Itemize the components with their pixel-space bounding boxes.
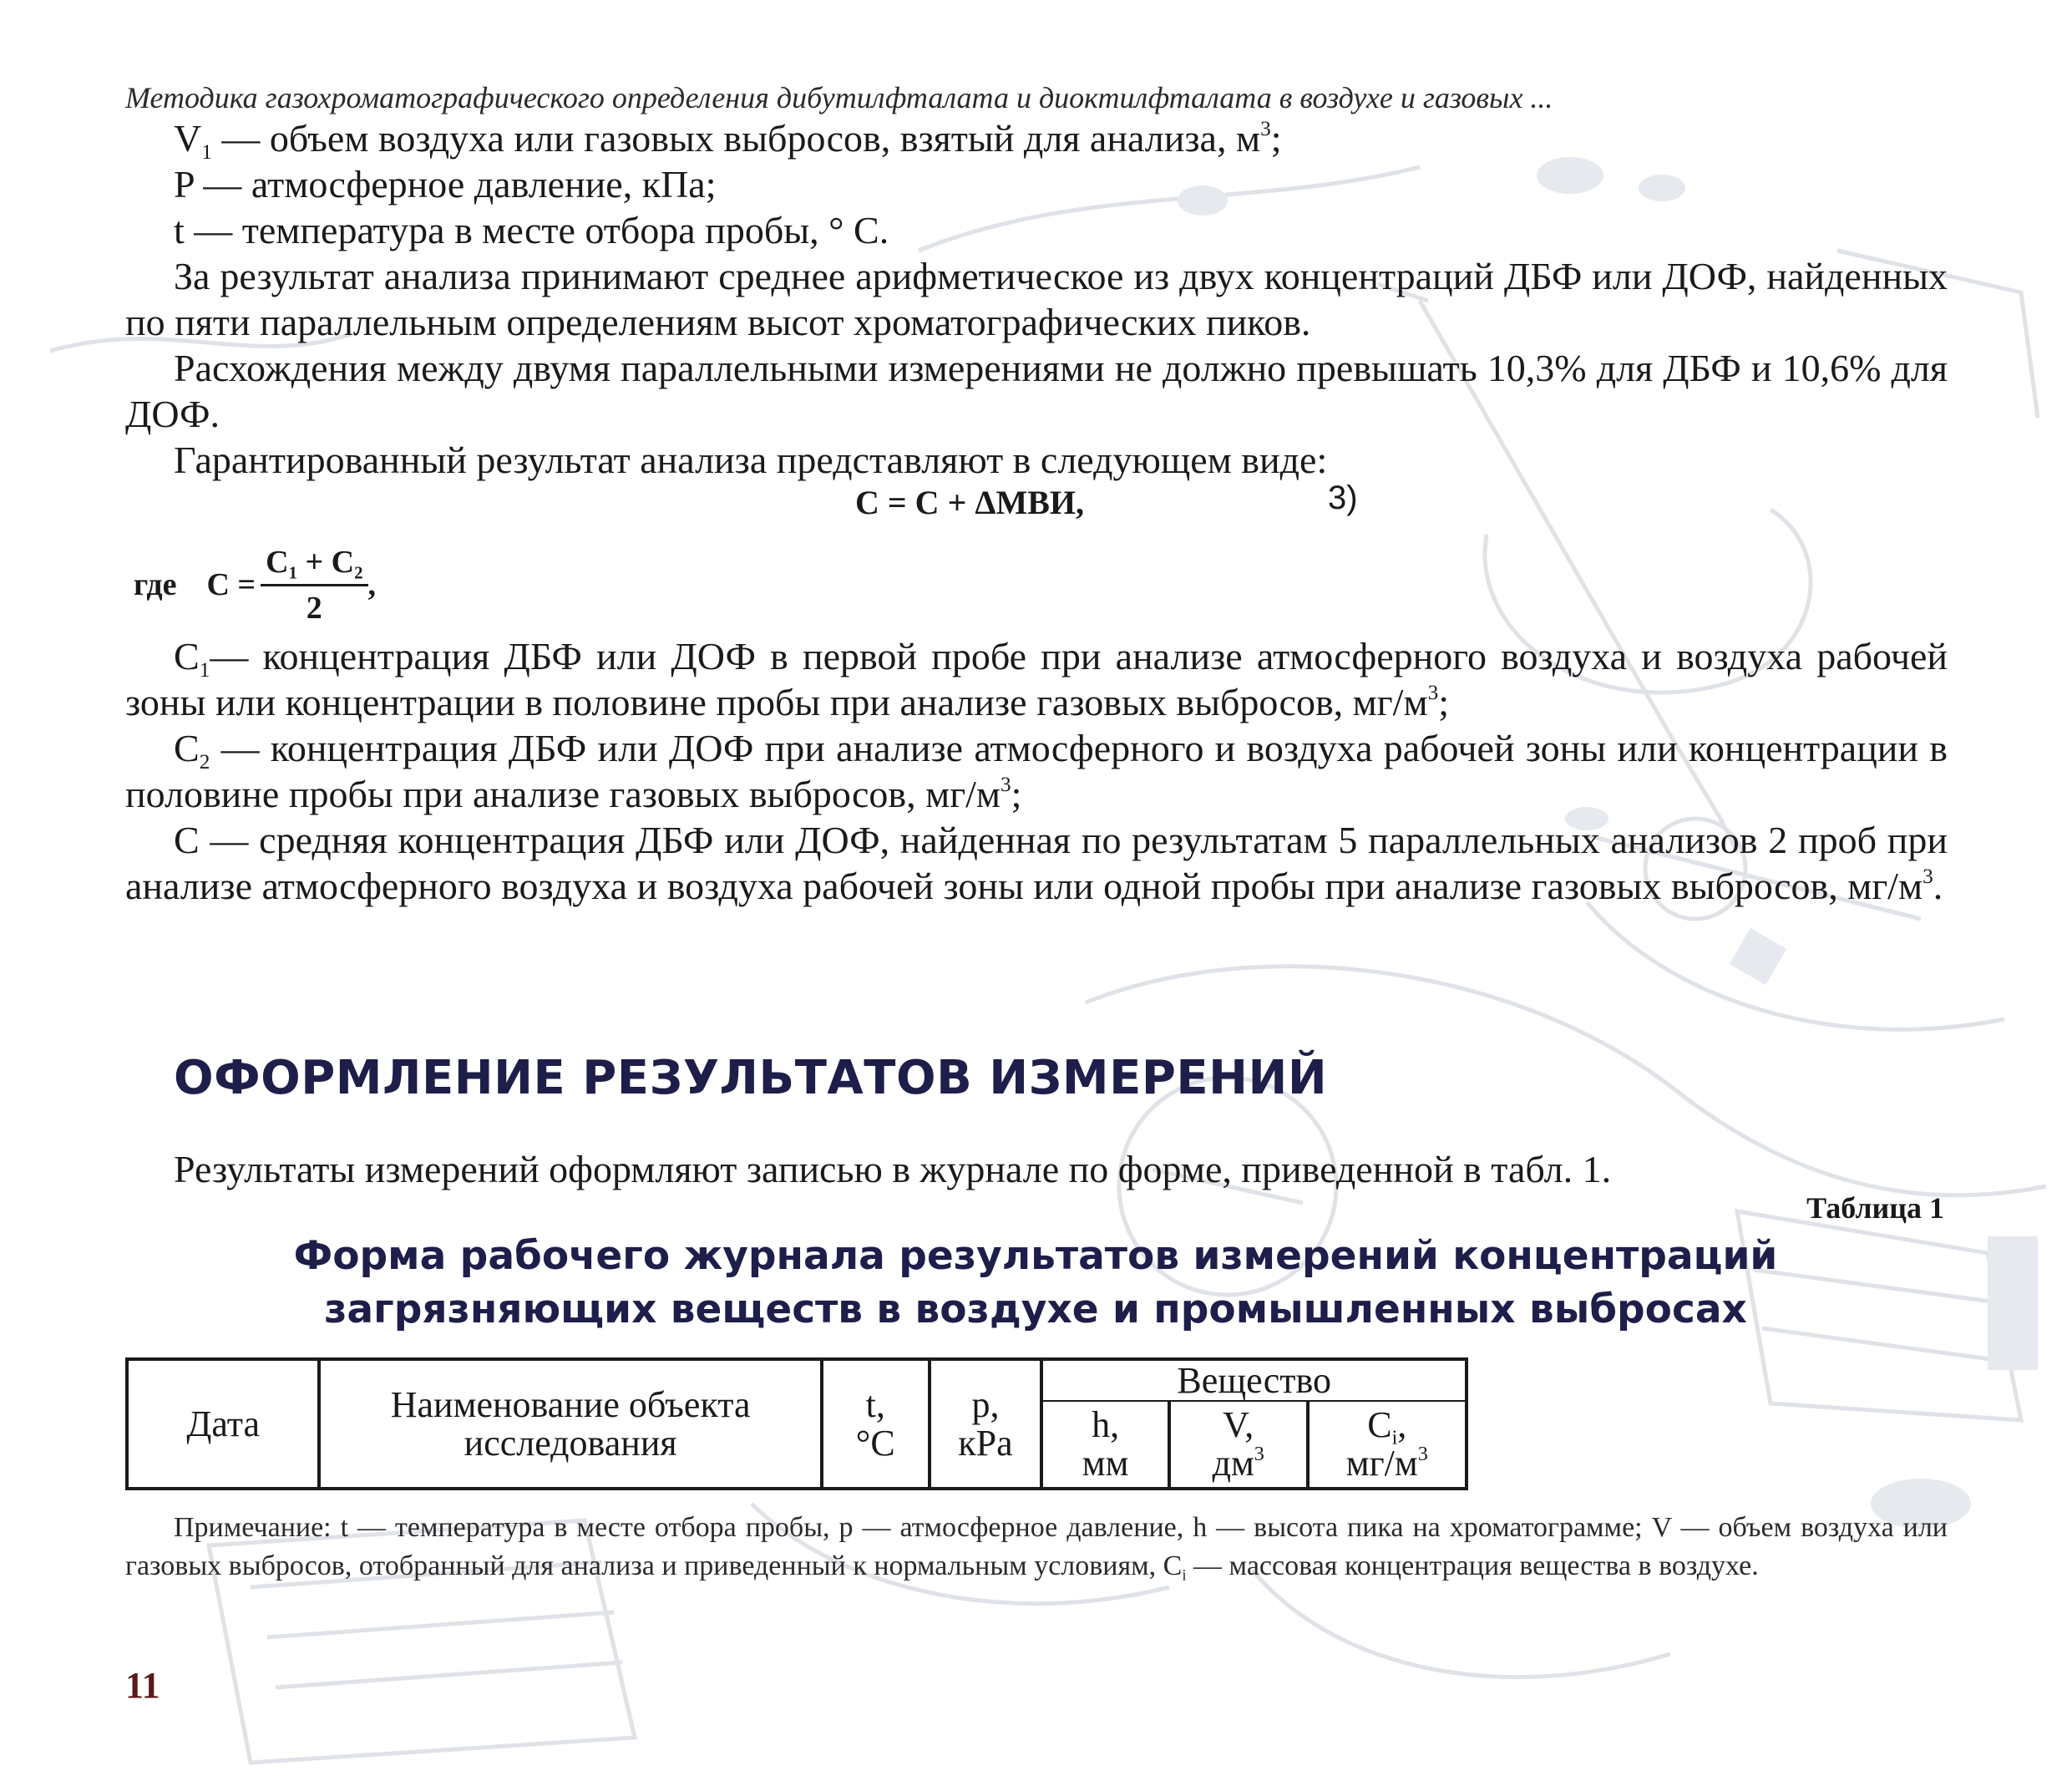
section-intro-text: Результаты измерений оформляют записью в журнале по форме, приведенной в табл. 1. xyxy=(174,1148,1612,1190)
fraction-denominator: 2 xyxy=(306,590,322,626)
journal-form-table xyxy=(125,1357,1468,1490)
section-intro xyxy=(125,1146,1948,1192)
formula-guaranteed-result: С = С + ΔМВИ, xyxy=(855,484,1084,521)
col-concentration: $C_i$, $мг/м^3$ xyxy=(1308,1401,1467,1489)
page-number: 11 xyxy=(125,1665,160,1706)
table-label: Таблица 1 xyxy=(1806,1191,1944,1225)
table-title-line-1: Форма рабочего журнала результатов измерений концентраций xyxy=(293,1233,1778,1279)
fraction-numerator: $С_1 + С_2$ xyxy=(261,544,367,586)
intro-text xyxy=(125,115,1948,483)
paragraph-guaranteed: Гарантированный результат анализа представляют в следующем виде: xyxy=(174,439,1328,481)
col-pressure: p, кРа xyxy=(930,1359,1042,1489)
v1-definition: $V_1$ — объем воздуха или газовых выбросов, взятый для анализа, $м^3$; xyxy=(174,117,1282,164)
col-object-name: Наименование объекта исследования xyxy=(319,1359,822,1489)
col-group-substance: Вещество xyxy=(1041,1359,1467,1401)
section-heading: ОФОРМЛЕНИЕ РЕЗУЛЬТАТОВ ИЗМЕРЕНИЙ xyxy=(174,1051,1328,1105)
running-head: Методика газохроматографического определения дибутилфталата и диоктилфталата в воздухе и газовых ... xyxy=(125,81,1553,114)
col-temperature: t, °С xyxy=(822,1359,930,1489)
table-title xyxy=(234,1230,1837,1337)
definitions-text xyxy=(125,633,1948,909)
paragraph-result: За результат анализа принимают среднее арифметическое из двух концентраций ДБФ или ДОФ, найденных по пяти параллельным определениям высот хроматографических пиков. xyxy=(125,255,1948,343)
p-definition: P — атмосферное давление, кПа; xyxy=(174,163,717,206)
formula-comma: , xyxy=(367,567,377,602)
formula-number: 3) xyxy=(1328,480,1358,516)
t-definition: t — температура в месте отбора пробы, ° С. xyxy=(174,209,889,251)
mean-symbol: С = xyxy=(206,567,256,602)
c2-definition: $С_2$ — концентрация ДБФ или ДОФ при анализе атмосферного и воздуха рабочей зоны или концентрации в половине пробы при анализе газовых выбросов, $мг/м^3$; xyxy=(125,727,1948,815)
mean-fraction xyxy=(261,544,367,627)
c1-definition: $С_1—$ концентрация ДБФ или ДОФ в первой пробе при анализе атмосферного воздуха и воздуха рабочей зоны или концентрации в половине пробы при анализе газовых выбросов, $мг/м^3$; xyxy=(125,635,1948,723)
formula-mean-definition xyxy=(134,543,376,627)
col-date: Дата xyxy=(127,1359,319,1489)
where-label: где xyxy=(134,567,177,602)
col-peak-height: h, мм xyxy=(1041,1401,1169,1489)
paragraph-deviation: Расхождения между двумя параллельными измерениями не должно превышать 10,3% для ДБФ и 10,6% для ДОФ. xyxy=(125,347,1948,435)
c-definition: С — средняя концентрация ДБФ или ДОФ, найденная по результатам 5 параллельных анализов 2 проб при анализе атмосферного воздуха и воздуха рабочей зоны или одной пробы при анализе газовых выбросов, $мг/м^3$. xyxy=(125,819,1948,907)
table-note: Примечание: t — температура в месте отбора пробы, p — атмосферное давление, h — высота пика на хроматограмме; V — объем воздуха или газовых выбросов, отобранный для анализа и приведенный к нормальным условиям, $C_i$ — массовая концентрация вещества в воздухе. xyxy=(125,1512,1948,1585)
table-title-line-2: загрязняющих веществ в воздухе и промышленных выбросах xyxy=(324,1286,1747,1332)
col-volume: V, $дм^3$ xyxy=(1169,1401,1308,1489)
